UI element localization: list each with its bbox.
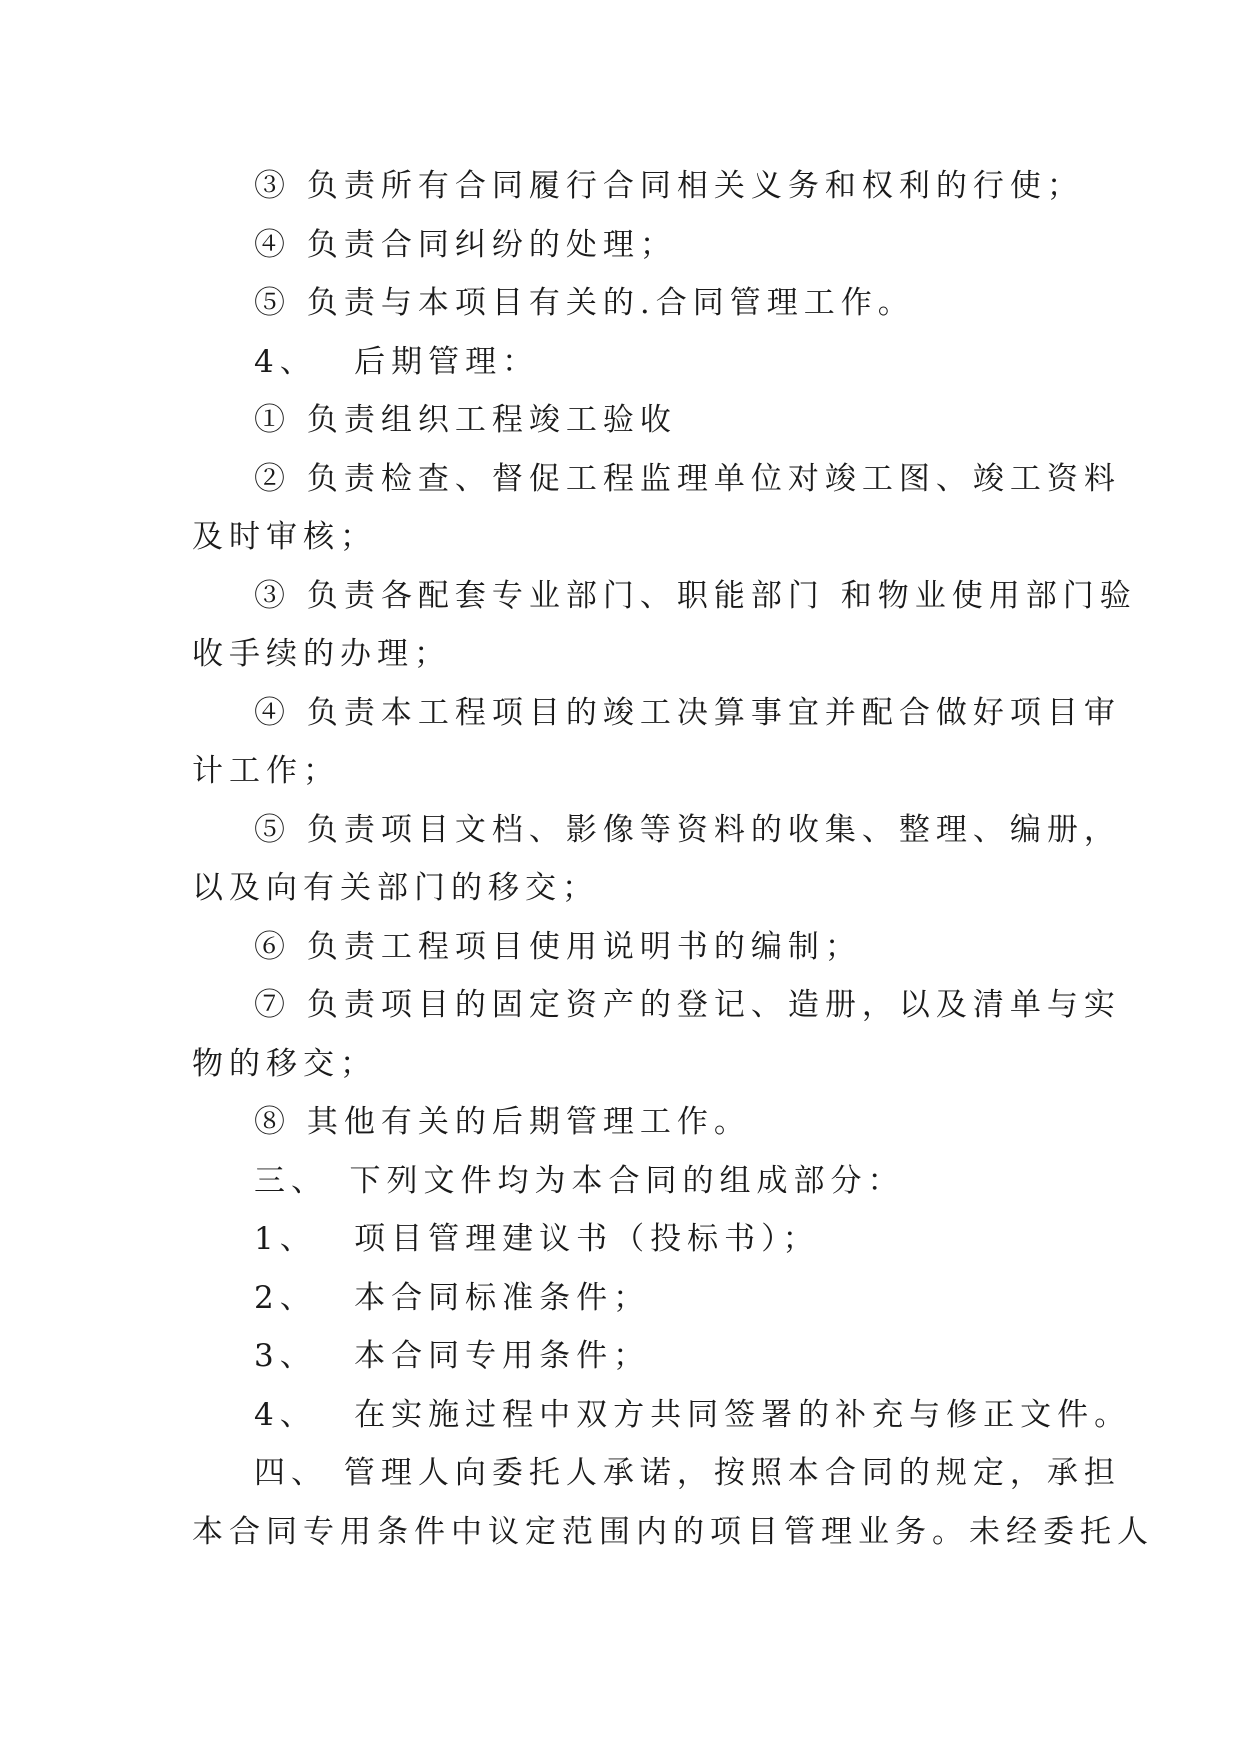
list-item: 1、 项目管理建议书（投标书）；: [254, 1221, 820, 1257]
text-line: ④ 负责本工程项目的竣工决算事宜并配合做好项目审: [254, 694, 1121, 731]
section-heading: 四、 管理人向委托人承诺，按照本合同的规定，承担: [254, 1455, 1121, 1491]
text-line: ⑤ 负责项目文档、影像等资料的收集、整理、编册，: [254, 811, 1121, 848]
text-line: 本合同专用条件中议定范围内的项目管理业务。未经委托人: [192, 1513, 1154, 1550]
text-line: 计工作；: [192, 753, 340, 789]
text-line: 以及向有关部门的移交；: [192, 870, 599, 906]
list-item: 4、 在实施过程中双方共同签署的补充与修正文件。: [254, 1396, 1132, 1433]
text-line: ③ 负责各配套专业部门、职能部门 和物业使用部门验: [254, 577, 1137, 614]
text-line: ⑤ 负责与本项目有关的.合同管理工作。: [254, 285, 915, 321]
section-heading: 4、 后期管理：: [254, 343, 540, 380]
text-line: 物的移交；: [192, 1045, 377, 1082]
text-line: 及时审核；: [192, 519, 377, 555]
list-item: 3、 本合同专用条件；: [254, 1338, 651, 1374]
text-line: ⑧ 其他有关的后期管理工作。: [254, 1104, 751, 1140]
text-line: ④ 负责合同纠纷的处理；: [254, 226, 677, 263]
text-line: ③ 负责所有合同履行合同相关义务和权利的行使；: [254, 168, 1084, 204]
section-heading: 三、 下列文件均为本合同的组成部分：: [254, 1162, 905, 1199]
text-line: ① 负责组织工程竣工验收: [254, 402, 677, 438]
text-line: 收手续的办理；: [192, 636, 451, 672]
list-item: 2、 本合同标准条件；: [254, 1279, 651, 1316]
text-line: ⑥ 负责工程项目使用说明书的编制；: [254, 928, 862, 965]
document-body: [192, 157, 1154, 1561]
text-line: ② 负责检查、督促工程监理单位对竣工图、竣工资料: [254, 460, 1121, 497]
text-line: ⑦ 负责项目的固定资产的登记、造册，以及清单与实: [254, 987, 1121, 1023]
